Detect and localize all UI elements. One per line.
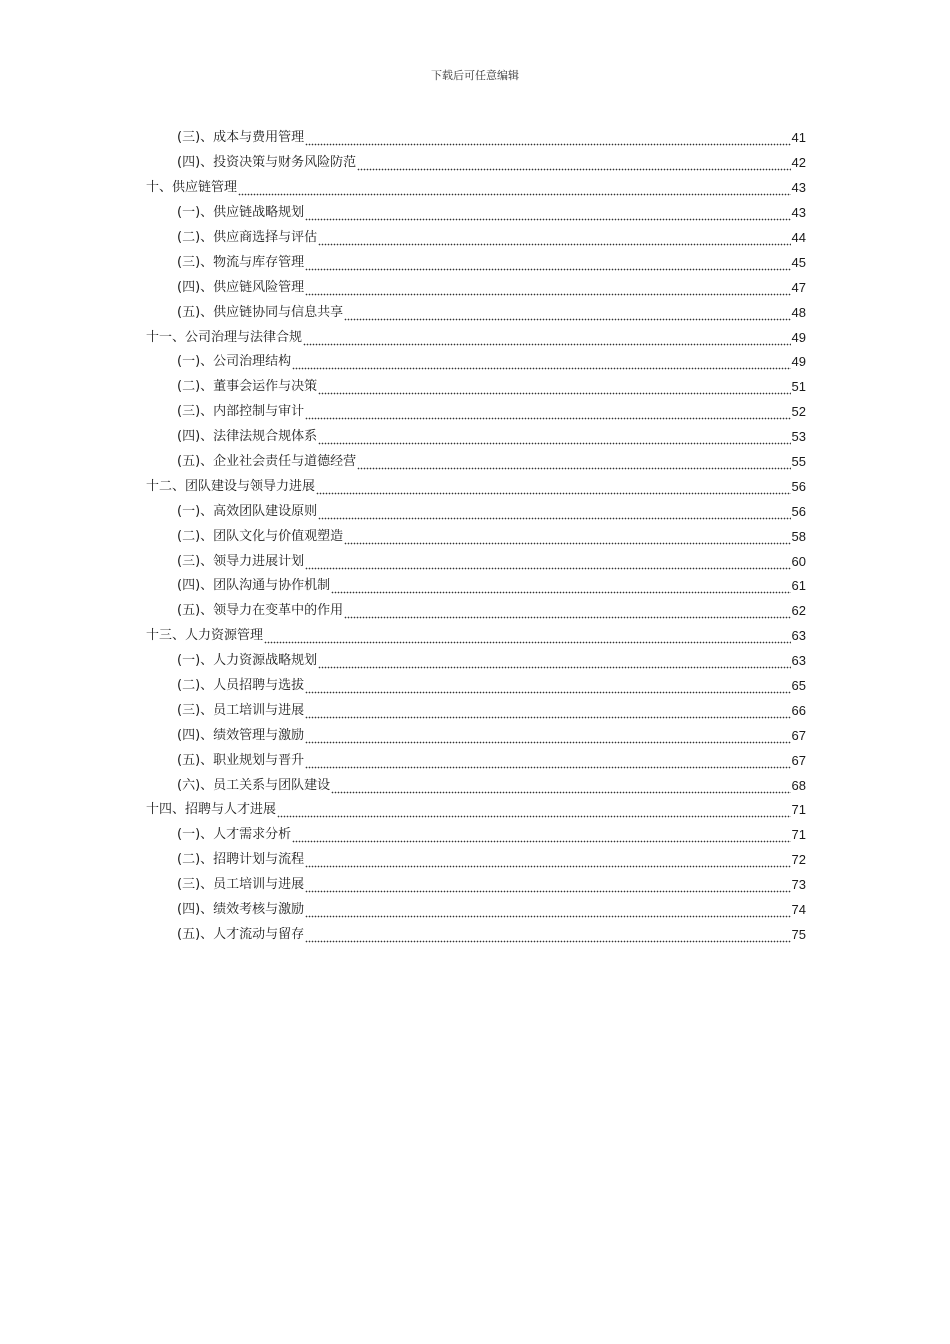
toc-dot-leader: [238, 186, 791, 196]
toc-dot-leader: [344, 535, 790, 545]
toc-section-entry[interactable]: [146, 848, 806, 873]
toc-page-number: 51: [791, 379, 806, 395]
toc-page-number: 56: [791, 503, 806, 519]
toc-section-entry[interactable]: [146, 499, 806, 524]
toc-section-entry[interactable]: [146, 151, 806, 176]
toc-page-number: 71: [791, 827, 806, 843]
toc-dot-leader: [344, 311, 790, 321]
toc-page-number: 43: [791, 205, 806, 221]
toc-entry-title: (五)、供应链协同与信息共享: [177, 304, 344, 320]
toc-section-entry[interactable]: [146, 275, 806, 300]
toc-dot-leader: [331, 584, 790, 594]
toc-page-number: 47: [791, 279, 806, 295]
toc-page-number: 41: [791, 130, 806, 146]
toc-dot-leader: [357, 161, 790, 171]
toc-dot-leader: [305, 684, 790, 694]
toc-chapter-entry[interactable]: [146, 176, 806, 201]
toc-dot-leader: [357, 460, 790, 470]
toc-dot-leader: [305, 908, 790, 918]
toc-dot-leader: [316, 485, 791, 495]
toc-dot-leader: [305, 734, 790, 744]
toc-entry-title: (一)、公司治理结构: [177, 354, 292, 370]
toc-section-entry[interactable]: [146, 126, 806, 151]
toc-entry-title: 十一、公司治理与法律合规: [146, 329, 303, 345]
toc-dot-leader: [277, 808, 791, 818]
toc-dot-leader: [292, 360, 790, 370]
toc-page-number: 42: [791, 155, 806, 171]
toc-page-number: 66: [791, 702, 806, 718]
toc-page-number: 48: [791, 304, 806, 320]
toc-entry-title: (六)、员工关系与团队建设: [177, 777, 331, 793]
table-of-contents: [146, 126, 806, 947]
toc-entry-title: (二)、供应商选择与评估: [177, 230, 318, 245]
toc-chapter-entry[interactable]: [146, 474, 806, 499]
toc-entry-title: (一)、人力资源战略规划: [177, 653, 318, 669]
toc-entry-title: (三)、内部控制与审计: [177, 404, 305, 420]
toc-section-entry[interactable]: [146, 549, 806, 574]
toc-section-entry[interactable]: [146, 773, 806, 798]
toc-entry-title: (一)、供应链战略规划: [177, 205, 305, 221]
toc-page-number: 68: [791, 777, 806, 793]
toc-dot-leader: [305, 933, 790, 943]
toc-dot-leader: [292, 833, 790, 843]
toc-section-entry[interactable]: [146, 748, 806, 773]
toc-dot-leader: [305, 211, 790, 221]
toc-entry-title: (五)、职业规划与晋升: [177, 752, 305, 768]
toc-entry-title: (二)、团队文化与价值观塑造: [177, 528, 344, 544]
toc-dot-leader: [318, 435, 790, 445]
toc-section-entry[interactable]: [146, 425, 806, 450]
toc-entry-title: (四)、团队沟通与协作机制: [177, 578, 331, 594]
toc-page-number: 56: [791, 478, 806, 494]
toc-entry-title: (一)、高效团队建设原则: [177, 503, 318, 519]
toc-dot-leader: [318, 510, 790, 520]
toc-page-number: 63: [791, 628, 806, 644]
toc-entry-title: (四)、投资决策与财务风险防范: [177, 155, 357, 171]
toc-entry-title: (三)、员工培训与进展: [177, 702, 305, 718]
toc-dot-leader: [344, 609, 790, 619]
toc-page-number: 49: [791, 329, 806, 345]
toc-dot-leader: [318, 236, 790, 246]
toc-section-entry[interactable]: [146, 450, 806, 475]
toc-entry-title: (二)、人员招聘与选拔: [177, 678, 305, 694]
toc-page-number: 62: [791, 603, 806, 619]
toc-dot-leader: [305, 261, 790, 271]
toc-page-number: 75: [791, 926, 806, 942]
toc-dot-leader: [305, 858, 790, 868]
toc-page-number: 73: [791, 877, 806, 893]
toc-chapter-entry[interactable]: [146, 325, 806, 350]
toc-page-number: 65: [791, 678, 806, 694]
toc-section-entry[interactable]: [146, 375, 806, 400]
toc-dot-leader: [305, 759, 790, 769]
toc-section-entry[interactable]: [146, 923, 806, 948]
toc-dot-leader: [305, 883, 790, 893]
toc-section-entry[interactable]: [146, 226, 806, 251]
toc-section-entry[interactable]: [146, 674, 806, 699]
toc-section-entry[interactable]: [146, 201, 806, 226]
toc-entry-title: (二)、董事会运作与决策: [177, 379, 318, 395]
toc-section-entry[interactable]: [146, 524, 806, 549]
toc-page-number: 58: [791, 528, 806, 544]
toc-dot-leader: [305, 410, 790, 420]
toc-page-number: 44: [791, 230, 806, 245]
toc-page-number: 63: [791, 653, 806, 669]
toc-entry-title: 十四、招聘与人才进展: [146, 802, 277, 818]
toc-entry-title: (三)、员工培训与进展: [177, 877, 305, 893]
toc-entry-title: (四)、供应链风险管理: [177, 279, 305, 295]
toc-page-number: 55: [791, 454, 806, 470]
toc-dot-leader: [305, 286, 790, 296]
toc-page-number: 43: [791, 180, 806, 196]
toc-section-entry[interactable]: [146, 400, 806, 425]
toc-page-number: 52: [791, 404, 806, 420]
toc-page-number: 45: [791, 254, 806, 270]
toc-section-entry[interactable]: [146, 698, 806, 723]
toc-section-entry[interactable]: [146, 350, 806, 375]
toc-section-entry[interactable]: [146, 873, 806, 898]
toc-section-entry[interactable]: [146, 823, 806, 848]
toc-dot-leader: [305, 136, 790, 146]
toc-section-entry[interactable]: [146, 250, 806, 275]
toc-section-entry[interactable]: [146, 300, 806, 325]
toc-page-number: 74: [791, 902, 806, 918]
toc-dot-leader: [318, 659, 790, 669]
toc-chapter-entry[interactable]: [146, 798, 806, 823]
toc-page-number: 53: [791, 429, 806, 445]
toc-dot-leader: [305, 560, 790, 570]
toc-section-entry[interactable]: [146, 898, 806, 923]
toc-dot-leader: [303, 336, 791, 346]
toc-entry-title: (五)、企业社会责任与道德经营: [177, 454, 357, 470]
page-header-note: 下载后可任意编辑: [431, 69, 519, 82]
toc-entry-title: (二)、招聘计划与流程: [177, 852, 305, 868]
toc-dot-leader: [264, 634, 791, 644]
toc-section-entry[interactable]: [146, 649, 806, 674]
toc-dot-leader: [305, 709, 790, 719]
toc-page-number: 72: [791, 852, 806, 868]
toc-entry-title: (四)、法律法规合规体系: [177, 429, 318, 445]
toc-entry-title: 十、供应链管理: [146, 180, 238, 196]
toc-entry-title: 十二、团队建设与领导力进展: [146, 478, 316, 494]
toc-section-entry[interactable]: [146, 574, 806, 599]
toc-entry-title: (四)、绩效考核与激励: [177, 902, 305, 918]
toc-page-number: 61: [791, 578, 806, 594]
toc-dot-leader: [331, 784, 790, 794]
toc-entry-title: (三)、物流与库存管理: [177, 254, 305, 270]
toc-dot-leader: [318, 385, 790, 395]
toc-page-number: 60: [791, 553, 806, 569]
toc-entry-title: (三)、成本与费用管理: [177, 130, 305, 146]
toc-entry-title: (五)、领导力在变革中的作用: [177, 603, 344, 619]
toc-entry-title: (五)、人才流动与留存: [177, 926, 305, 942]
toc-page-number: 67: [791, 752, 806, 768]
toc-chapter-entry[interactable]: [146, 624, 806, 649]
toc-entry-title: (四)、绩效管理与激励: [177, 727, 305, 743]
toc-page-number: 67: [791, 727, 806, 743]
toc-page-number: 49: [791, 354, 806, 370]
toc-section-entry[interactable]: [146, 599, 806, 624]
toc-section-entry[interactable]: [146, 723, 806, 748]
toc-entry-title: 十三、人力资源管理: [146, 628, 264, 644]
toc-page-number: 71: [791, 802, 806, 818]
toc-entry-title: (三)、领导力进展计划: [177, 553, 305, 569]
toc-entry-title: (一)、人才需求分析: [177, 827, 292, 843]
